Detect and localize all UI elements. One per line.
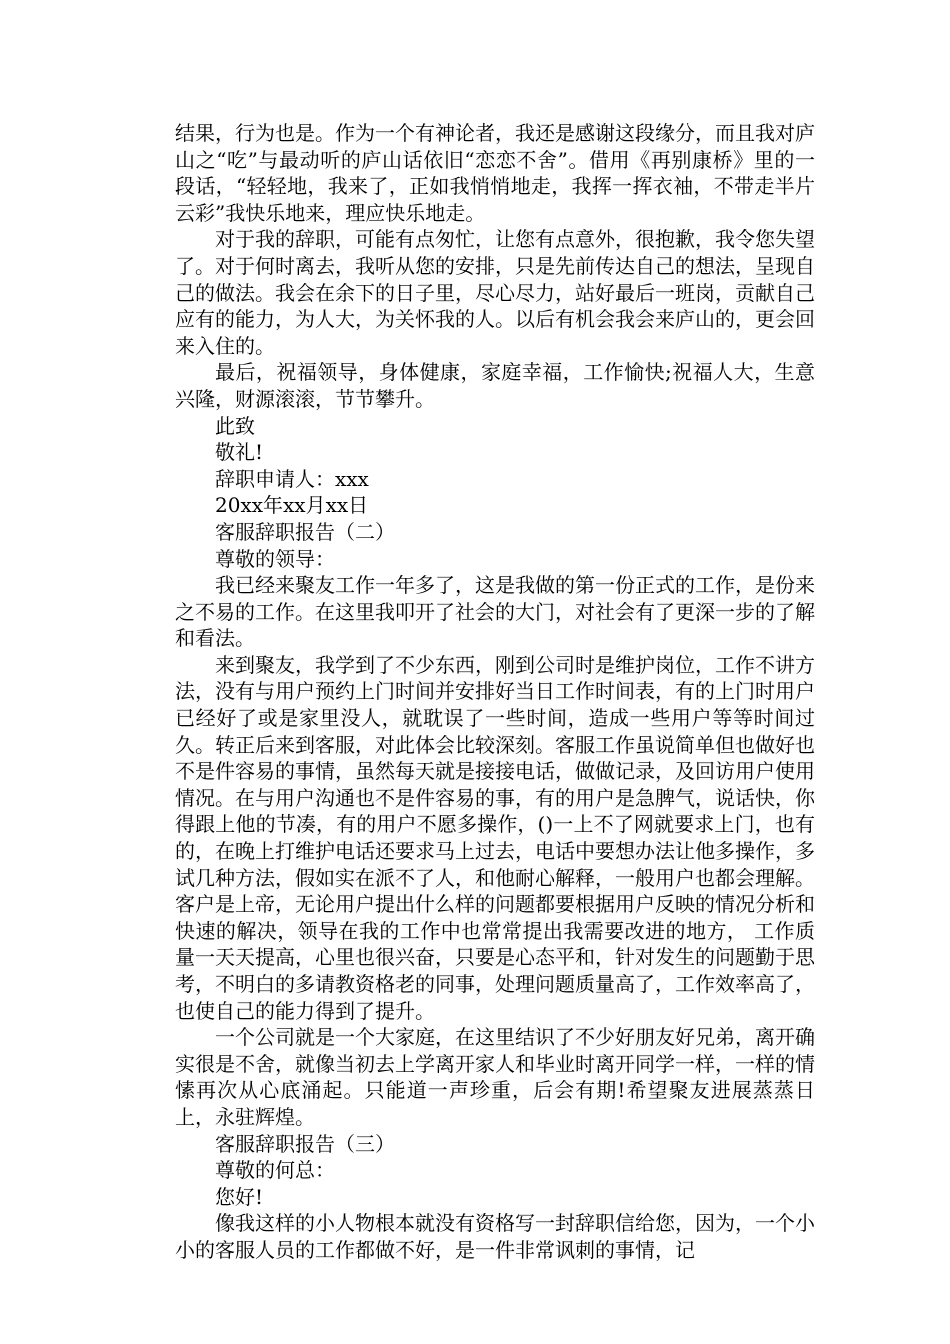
section-title-2: 客服辞职报告（二） — [215, 519, 395, 544]
paragraph-intro-3: 像我这样的小人物根本就没有资格写一封辞职信给您，因为，一个小小的客服人员的工作都做不好，是一件非常讽刺的事情，记 — [175, 1211, 815, 1262]
document-page — [175, 120, 815, 1264]
paragraph-farewell: 一个公司就是一个大家庭，在这里结识了不少好朋友好兄弟，离开确实很是不舍，就像当初去上学离开家人和毕业时离开同学一样，一样的情愫再次从心底涌起。只能道一声珍重，后会有期!希望聚友进展蒸蒸日上，永驻辉煌。 — [175, 1025, 815, 1129]
greeting-leader: 尊敬的领导： — [215, 546, 335, 571]
paragraph-blessing: 最后，祝福领导，身体健康，家庭幸福，工作愉快;祝福人大，生意兴隆，财源滚滚，节节攀升。 — [175, 360, 815, 411]
greeting-he: 尊敬的何总： — [215, 1158, 335, 1183]
greeting-hello: 您好! — [215, 1184, 264, 1209]
paragraph-intro-2: 我已经来聚友工作一年多了，这是我做的第一份正式的工作，是份来之不易的工作。在这里我叩开了社会的大门，对社会有了更深一步的了解和看法。 — [175, 573, 815, 651]
closing-salutation: 此致 — [215, 413, 255, 438]
paragraph-resignation-apology: 对于我的辞职，可能有点匆忙，让您有点意外，很抱歉，我令您失望了。对于何时离去，我听从您的安排，只是先前传达自己的想法，呈现自己的做法。我会在余下的日子里，尽心尽力，站好最后一班岗，贡献自己应有的能力，为人大，为关怀我的人。以后有机会我会来庐山的，更会回来入住的。 — [175, 227, 815, 358]
signature-date: 20xx年xx月xx日 — [215, 493, 369, 518]
section-title-3: 客服辞职报告（三） — [215, 1131, 395, 1156]
paragraph-experience: 来到聚友，我学到了不少东西，刚到公司时是维护岗位，工作不讲方法，没有与用户预约上门时间并安排好当日工作时间表，有的上门时用户已经好了或是家里没人，就耽误了一些时间，造成一些用户等等时间过久。转正后来到客服，对此体会比较深刻。客服工作虽说简单但也做好也不是件容易的事情，虽然每天就是接接电话，做做记录，及回访用户使用情况。在与用户沟通也不是件容易的事，有的用户是急脾气，说话快，你得跟上他的节凑，有的用户不愿多操作，()一上不了网就要求上门，也有的，在晚上打维护电话还要求马上过去，电话中要想办法让他多操作，多试几种方法，假如实在派不了人，和他耐心解释，一般用户也都会理解。客户是上帝，无论用户提出什么样的问题都要根据用户反映的情况分析和快速的解决，领导在我的工作中也常常提出我需要改进的地方， 工作质量一天天提高，心里也很兴奋，只要是心态平和，针对发生的问题勤于思考，不明白的多请教资格老的同事，处理问题质量高了，工作效率高了，也使自己的能力得到了提升。 — [175, 652, 815, 1023]
closing-regards: 敬礼! — [215, 440, 264, 465]
paragraph-continuation: 结果，行为也是。作为一个有神论者，我还是感谢这段缘分，而且我对庐山之“吃”与最动听的庐山话依旧“恋恋不舍”。借用《再别康桥》里的一段话，“轻轻地，我来了，正如我悄悄地走，我挥一挥衣袖，不带走半片云彩”我快乐地来，理应快乐地走。 — [175, 121, 815, 225]
signature-applicant: 辞职申请人：xxx — [215, 466, 369, 491]
